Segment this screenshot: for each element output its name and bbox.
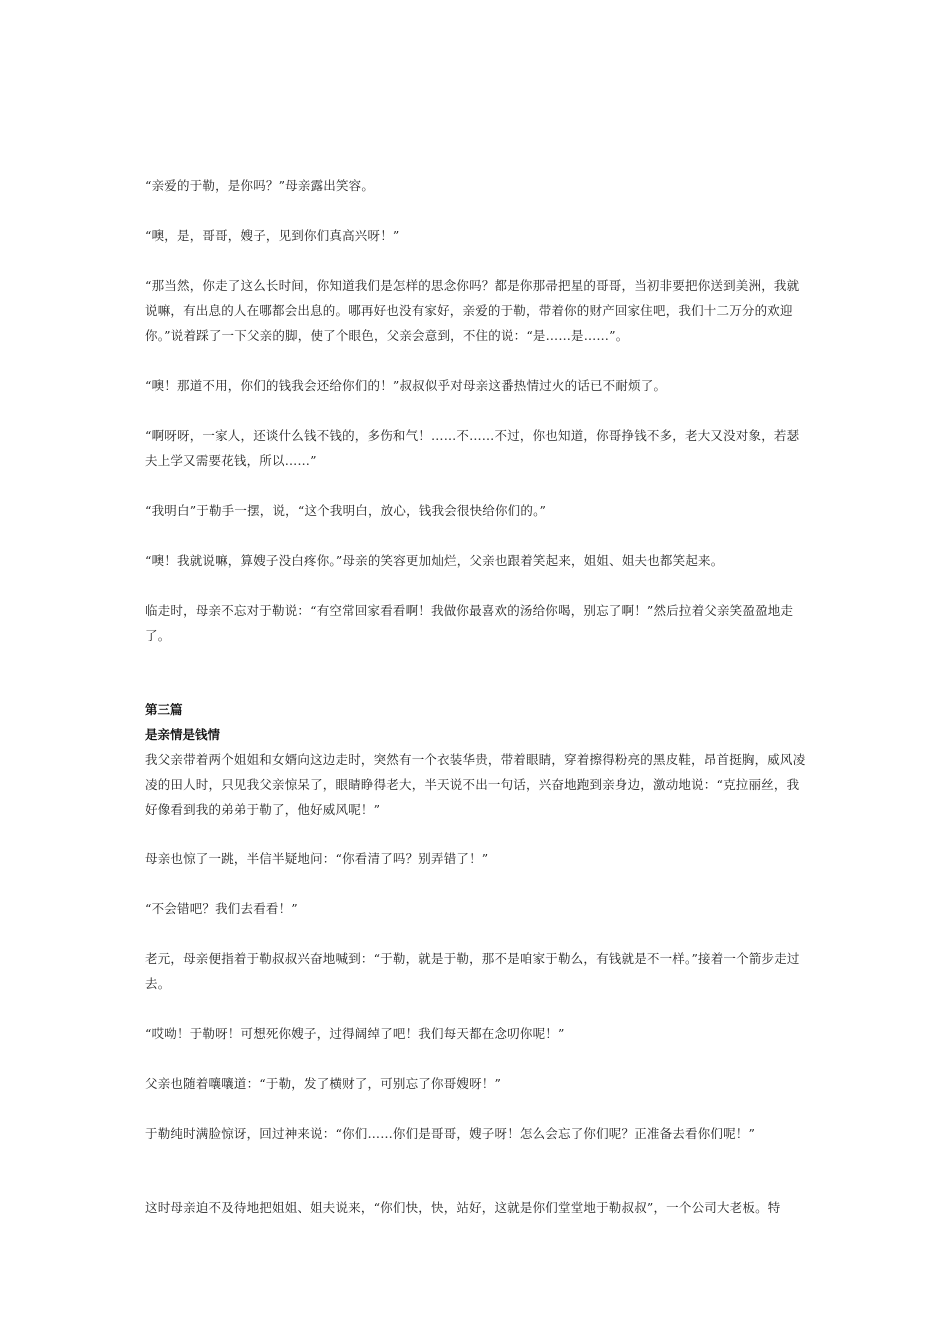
paragraph: “噢！我就说嘛，算嫂子没白疼你。”母亲的笑容更加灿烂，父亲也跟着笑起来，姐姐、姐夫也都笑起来。: [145, 553, 724, 568]
paragraph: “啊呀呀，一家人，还谈什么钱不钱的，多伤和气！……不……不过，你也知道，你哥挣钱不多，老大又没对象，若瑟夫上学又需要花钱，所以……”: [145, 428, 800, 468]
paragraph: “噢！那道不用，你们的钱我会还给你们的！”叔叔似乎对母亲这番热情过火的话已不耐烦了。: [145, 378, 667, 393]
paragraph: “不会错吧？我们去看看！”: [145, 901, 298, 916]
paragraph: “噢，是，哥哥，嫂子，见到你们真高兴呀！”: [145, 228, 400, 243]
paragraph: 父亲也随着嚷嚷道：“于勒，发了横财了，可别忘了你哥嫂呀！”: [145, 1076, 502, 1091]
paragraph: 母亲也惊了一跳，半信半疑地问：“你看清了吗？别弄错了！”: [145, 851, 489, 866]
section-title: 是亲情是钱情: [145, 727, 221, 742]
paragraph: 于勒纯时满脸惊讶，回过神来说：“你们……你们是哥哥，嫂子呀！怎么会忘了你们呢？正准备去看你们呢！”: [145, 1126, 756, 1141]
paragraph: 这时母亲迫不及待地把姐姐、姐夫说来，“你们快，快，站好，这就是你们堂堂地于勒叔叔”，一个公司大老板。特: [145, 1200, 781, 1215]
paragraph: “哎呦！于勒呀！可想死你嫂子，过得阔绰了吧！我们每天都在念叨你呢！”: [145, 1026, 565, 1041]
paragraph: 我父亲带着两个姐姐和女婿向这边走时，突然有一个衣装华贵，带着眼睛，穿着擦得粉亮的黑皮鞋，昂首挺胸，威风凌凌的田人时，只见我父亲惊呆了，眼睛睁得老大，半天说不出一句话，兴奋地跑到亲身边，激动地说：“克拉丽丝，我好像看到我的弟弟于勒了，他好威风呢！”: [145, 752, 806, 817]
section-label: 第三篇: [145, 702, 183, 717]
paragraph: 老元，母亲便指着于勒叔叔兴奋地喊到：“于勒，就是于勒，那不是咱家于勒么，有钱就是不一样。”接着一个箭步走过去。: [145, 951, 800, 991]
paragraph: “那当然，你走了这么长时间，你知道我们是怎样的思念你吗？都是你那帚把星的哥哥，当初非要把你送到美洲，我就说嘛，有出息的人在哪都会出息的。哪再好也没有家好，亲爱的于勒，带着你的财产回家住吧，我们十二万分的欢迎你。”说着踩了一下父亲的脚，使了个眼色，父亲会意到，不住的说：“是……是……”。: [145, 278, 800, 343]
paragraph: “亲爱的于勒，是你吗？”母亲露出笑容。: [145, 178, 375, 193]
paragraph: “我明白”于勒手一摆，说，“这个我明白，放心，钱我会很快给你们的。”: [145, 503, 547, 518]
paragraph: 临走时，母亲不忘对于勒说：“有空常回家看看啊！我做你最喜欢的汤给你喝，别忘了啊！”然后拉着父亲笑盈盈地走了。: [145, 603, 794, 643]
